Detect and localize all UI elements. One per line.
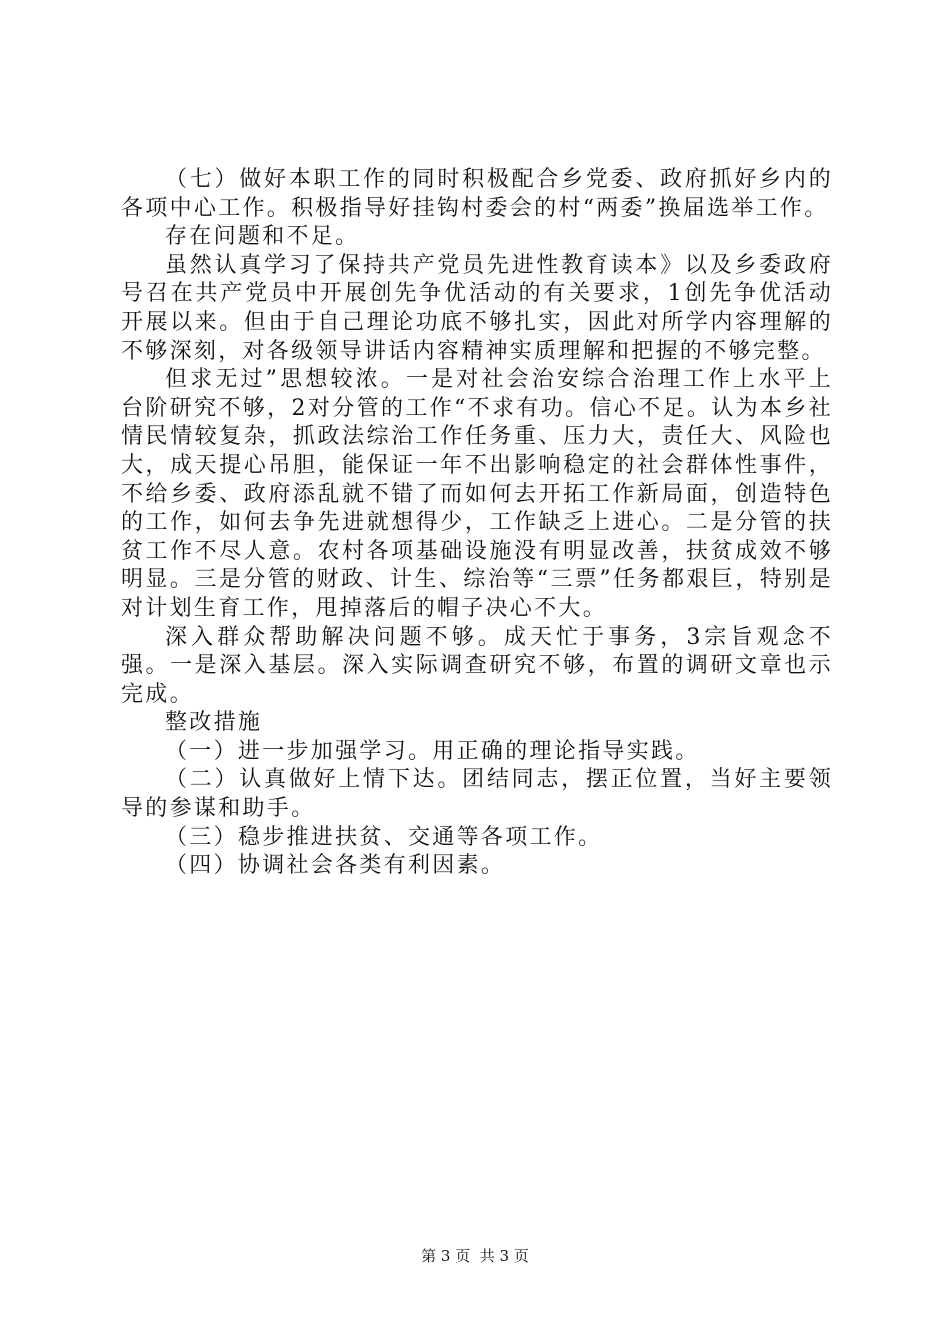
page-number-footer: 第 3 页 共 3 页	[421, 1247, 529, 1265]
section-heading-problems: 存在问题和不足。	[165, 224, 360, 250]
paragraph-study: 虽然认真学习了保持共产党员先进性教育读本》以及乡委政府号召在共产党员中开展创先争优活动的有关要求，1创先争优活动开展以来。但由于自己理论功底不够扎实，因此对所学内容理解的不够深刻，对各级领导讲话内容精神实质理解和把握的不够完整。	[121, 252, 833, 364]
measure-item-one: （一）进一步加强学习。用正确的理论指导实践。	[165, 738, 700, 764]
measure-item-four: （四）协调社会各类有利因素。	[165, 853, 506, 879]
section-heading-measures: 整改措施	[165, 710, 263, 736]
paragraph-grassroots: 深入群众帮助解决问题不够。成天忙于事务，3宗旨观念不强。一是深入基层。深入实际调查研究不够，布置的调研文章也示完成。	[121, 624, 833, 707]
document-body	[121, 166, 833, 881]
measure-item-two: （二）认真做好上情下达。团结同志，摆正位置，当好主要领导的参谋和助手。	[121, 767, 833, 822]
measure-item-three: （三）稳步推进扶贫、交通等各项工作。	[165, 824, 603, 850]
paragraph-item-seven: （七）做好本职工作的同时积极配合乡党委、政府抓好乡内的各项中心工作。积极指导好挂钩村委会的村“两委”换届选举工作。	[121, 167, 833, 221]
paragraph-thinking: 但求无过”思想较浓。一是对社会治安综合治理工作上水平上台阶研究不够，2对分管的工作“不求有功。信心不足。认为本乡社情民情较复杂，抓政法综治工作任务重、压力大，责任大、风险也大，成天提心吊胆，能保证一年不出影响稳定的社会群体性事件，不给乡委、政府添乱就不错了而如何去开拓工作新局面，创造特色的工作，如何去争先进就想得少，工作缺乏上进心。二是分管的扶贫工作不尽人意。农村各项基础设施没有明显改善，扶贫成效不够明显。三是分管的财政、计生、综治等“三票”任务都艰巨，特别是对计划生育工作，甩掉落后的帽子决心不大。	[121, 367, 833, 621]
